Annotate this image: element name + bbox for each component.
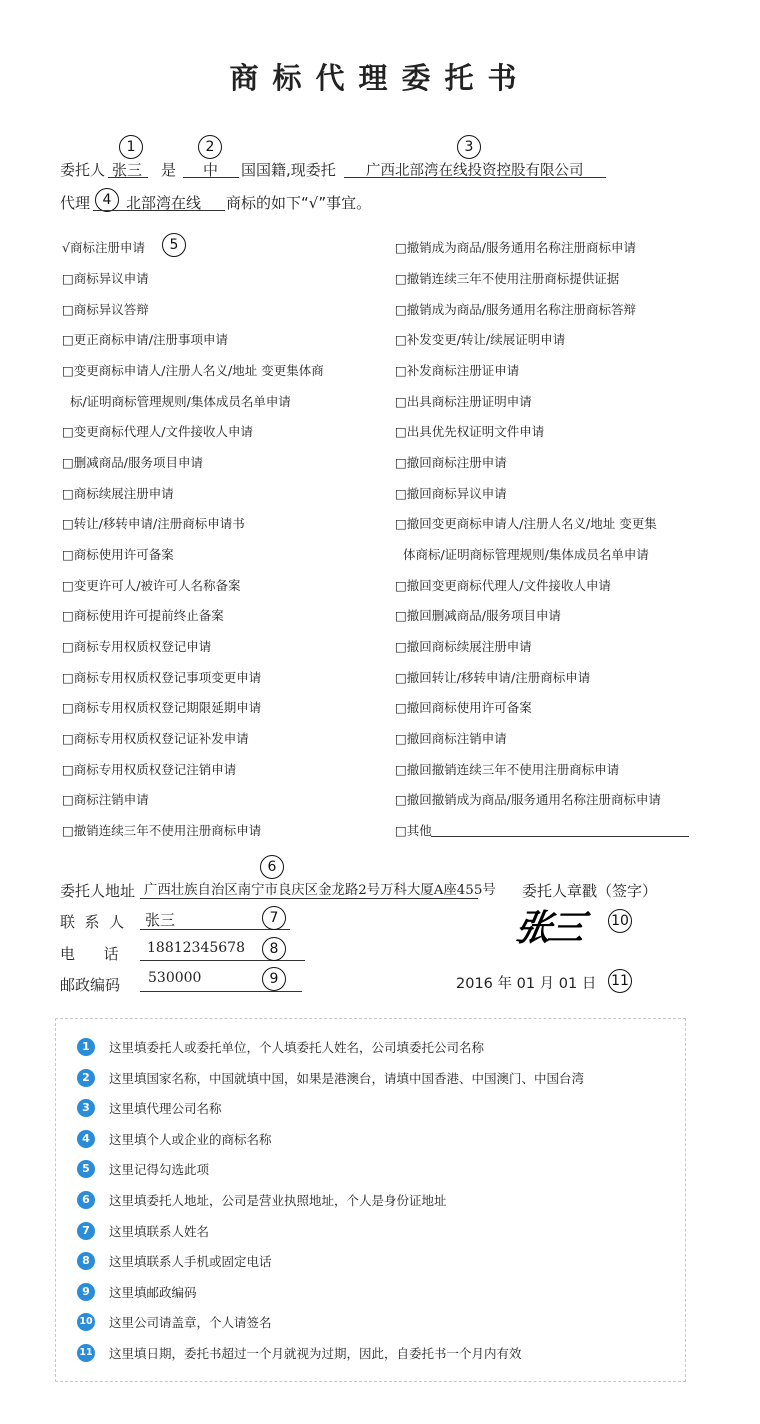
number-10-icon: 10 <box>77 1313 95 1331</box>
left-item[interactable]: □更正商标申请/注册事项申请 <box>62 332 229 347</box>
note-item: 4 这里填个人或企业的商标名称 <box>77 1130 272 1148</box>
left-item[interactable]: □商标专用权质权登记事项变更申请 <box>62 670 262 685</box>
left-item[interactable]: □转让/移转申请/注册商标申请书 <box>62 516 245 531</box>
left-item[interactable]: □商标使用许可提前终止备案 <box>62 608 224 623</box>
number-7-icon: 7 <box>77 1222 95 1240</box>
right-item[interactable]: □撤回转让/移转申请/注册商标申请 <box>395 670 591 685</box>
left-item[interactable]: □商标专用权质权登记申请 <box>62 639 212 654</box>
right-item[interactable]: □撤回删减商品/服务项目申请 <box>395 608 562 623</box>
marker-3: 3 <box>457 135 481 159</box>
marker-1: 1 <box>119 135 143 159</box>
note-item: 7 这里填联系人姓名 <box>77 1222 209 1240</box>
right-item[interactable]: □撤回商标注销申请 <box>395 731 507 746</box>
left-item[interactable]: □商标注销申请 <box>62 792 149 807</box>
note-item: 8 这里填联系人手机或固定电话 <box>77 1252 272 1270</box>
address-field[interactable]: 广西壮族自治区南宁市良庆区金龙路2号万科大厦A座455号 <box>144 883 496 898</box>
note-item: 6 这里填委托人地址，公司是营业执照地址，个人是身份证地址 <box>77 1191 447 1209</box>
left-item[interactable]: □商标使用许可备案 <box>62 547 174 562</box>
document-title: 商标代理委托书 <box>229 61 531 95</box>
right-item[interactable]: □撤回变更商标申请人/注册人名义/地址 变更集 <box>395 516 657 531</box>
right-item[interactable]: □撤回商标续展注册申请 <box>395 639 532 654</box>
right-item[interactable]: □撤回商标使用许可备案 <box>395 700 532 715</box>
marker-4: 4 <box>95 188 119 212</box>
right-item[interactable]: □撤回变更商标代理人/文件接收人申请 <box>395 578 612 593</box>
line2-suffix: 商标的如下“√”事宜。 <box>226 194 372 212</box>
is-label: 是 <box>161 161 177 179</box>
right-item-other[interactable]: □其他 <box>395 823 432 838</box>
left-item[interactable]: √商标注册申请 <box>62 240 145 255</box>
right-item[interactable]: □撤回撤销成为商品/服务通用名称注册商标申请 <box>395 792 662 807</box>
right-item-cont: 体商标/证明商标管理规则/集体成员名单申请 <box>395 547 649 562</box>
right-item[interactable]: □出具优先权证明文件申请 <box>395 424 545 439</box>
right-item[interactable]: □出具商标注册证明申请 <box>395 394 532 409</box>
left-item[interactable]: □商标续展注册申请 <box>62 486 174 501</box>
other-field[interactable] <box>431 836 689 837</box>
right-item[interactable]: □撤销成为商品/服务通用名称注册商标答辩 <box>395 302 637 317</box>
number-4-icon: 4 <box>77 1130 95 1148</box>
number-8-icon: 8 <box>77 1252 95 1270</box>
right-item[interactable]: □撤回商标异议申请 <box>395 486 507 501</box>
number-5-icon: 5 <box>77 1160 95 1178</box>
number-11-icon: 11 <box>77 1344 95 1362</box>
number-6-icon: 6 <box>77 1191 95 1209</box>
marker-5: 5 <box>162 233 186 257</box>
right-item[interactable]: □撤销成为商品/服务通用名称注册商标申请 <box>395 240 637 255</box>
agent-label: 代理 <box>60 194 91 212</box>
seal-label: 委托人章戳（签字） <box>522 882 658 900</box>
note-item: 11 这里填日期，委托书超过一个月就视为过期，因此，自委托书一个月内有效 <box>77 1344 522 1362</box>
marker-11: 11 <box>608 969 632 993</box>
phone-label: 电 话 <box>60 945 119 963</box>
marker-9: 9 <box>262 967 286 991</box>
country-field[interactable]: 中 <box>203 161 219 179</box>
note-item: 5 这里记得勾选此项 <box>77 1160 209 1178</box>
date-field[interactable]: 2016 年 01 月 01 日 <box>456 976 597 992</box>
left-item[interactable]: □删减商品/服务项目申请 <box>62 455 204 470</box>
country-suffix: 国国籍,现委托 <box>241 161 336 179</box>
phone-field[interactable]: 18812345678 <box>147 940 245 956</box>
number-2-icon: 2 <box>77 1069 95 1087</box>
left-item[interactable]: □变更商标申请人/注册人名义/地址 变更集体商 <box>62 363 324 378</box>
note-item: 10 这里公司请盖章，个人请签名 <box>77 1313 272 1331</box>
principal-label: 委托人 <box>60 161 106 179</box>
left-item-cont: 标/证明商标管理规则/集体成员名单申请 <box>62 394 291 409</box>
number-3-icon: 3 <box>77 1099 95 1117</box>
left-item[interactable]: □商标异议答辩 <box>62 302 149 317</box>
left-item[interactable]: □商标专用权质权登记证补发申请 <box>62 731 249 746</box>
left-item[interactable]: □商标专用权质权登记注销申请 <box>62 762 237 777</box>
right-item[interactable]: □补发商标注册证申请 <box>395 363 520 378</box>
postcode-label: 邮政编码 <box>60 976 121 994</box>
contact-field[interactable]: 张三 <box>145 911 176 929</box>
marker-8: 8 <box>262 937 286 961</box>
brand-field[interactable]: 北部湾在线 <box>126 194 202 212</box>
signature: 张三 <box>511 907 586 949</box>
principal-field[interactable]: 张三 <box>112 161 143 179</box>
left-item[interactable]: □商标专用权质权登记期限延期申请 <box>62 700 262 715</box>
number-1-icon: 1 <box>77 1038 95 1056</box>
note-item: 1 这里填委托人或委托单位，个人填委托人姓名，公司填委托公司名称 <box>77 1038 484 1056</box>
contact-label: 联 系 人 <box>60 913 125 931</box>
left-item[interactable]: □变更商标代理人/文件接收人申请 <box>62 424 254 439</box>
agent-company-field[interactable]: 广西北部湾在线投资控股有限公司 <box>366 163 584 179</box>
right-item[interactable]: □补发变更/转让/续展证明申请 <box>395 332 566 347</box>
marker-10: 10 <box>608 909 632 933</box>
marker-7: 7 <box>262 906 286 930</box>
left-item[interactable]: □撤销连续三年不使用注册商标申请 <box>62 823 262 838</box>
postcode-field[interactable]: 530000 <box>148 970 202 986</box>
right-item[interactable]: □撤回撤销连续三年不使用注册商标申请 <box>395 762 620 777</box>
left-item[interactable]: □变更许可人/被许可人名称备案 <box>62 578 241 593</box>
marker-2: 2 <box>198 135 222 159</box>
right-item[interactable]: □撤回商标注册申请 <box>395 455 507 470</box>
note-item: 9 这里填邮政编码 <box>77 1283 197 1301</box>
address-label: 委托人地址 <box>60 882 136 900</box>
right-item[interactable]: □撤销连续三年不使用注册商标提供证据 <box>395 271 620 286</box>
number-9-icon: 9 <box>77 1283 95 1301</box>
marker-6: 6 <box>260 855 284 879</box>
left-item[interactable]: □商标异议申请 <box>62 271 149 286</box>
note-item: 3 这里填代理公司名称 <box>77 1099 222 1117</box>
note-item: 2 这里填国家名称，中国就填中国，如果是港澳台，请填中国香港、中国澳门、中国台湾 <box>77 1069 584 1087</box>
